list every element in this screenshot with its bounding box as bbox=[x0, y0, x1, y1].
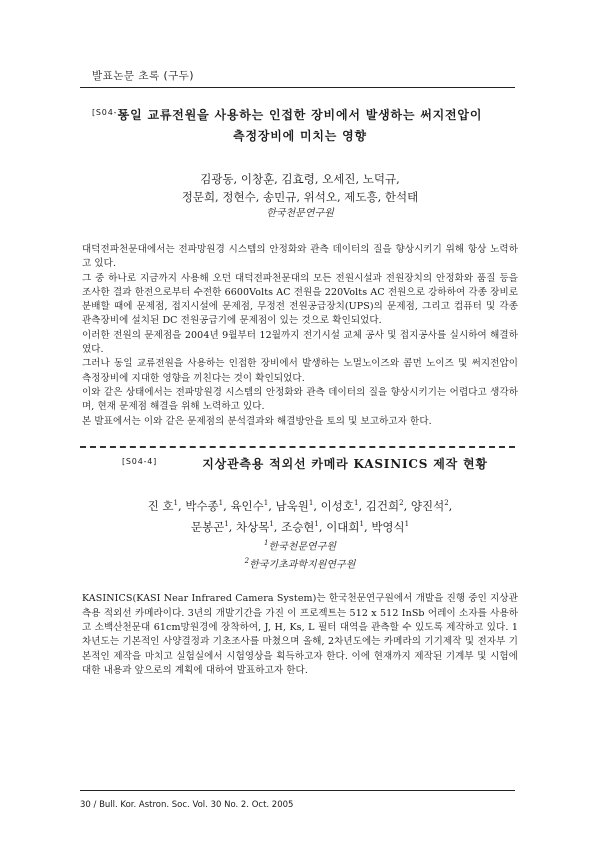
abstract-s04-3 bbox=[82, 106, 518, 429]
section-divider bbox=[80, 446, 515, 448]
paragraph: 대덕전파천문대에서는 전파망원경 시스템의 안정화와 관측 데이터의 질을 향상시키기 위해 항상 노력하고 있다. bbox=[82, 244, 518, 270]
author-affil-mark: 1 bbox=[359, 519, 364, 528]
author-affil-mark: 1 bbox=[218, 499, 224, 507]
author-name: 박영식 bbox=[371, 519, 405, 534]
affil-name: 한국기초과학지원연구원 bbox=[249, 559, 356, 571]
author-affil-mark: 1 bbox=[224, 519, 229, 528]
author-name: 육인수 bbox=[230, 498, 264, 513]
affil-mark: 2 bbox=[244, 556, 250, 565]
author-name: 이대희 bbox=[326, 519, 360, 534]
header-rule bbox=[80, 87, 515, 88]
author-affil-mark: 1 bbox=[308, 499, 314, 507]
paragraph: 이러한 전원의 문제점을 2004년 9월부터 12월까지 전기시설 교체 공사 및 접지공사를 실시하여 해결하였다. bbox=[82, 329, 518, 356]
author-line: 김광동, 이창훈, 김효령, 오세진, 노덕규, bbox=[200, 172, 400, 186]
abstract-body bbox=[82, 243, 518, 429]
affiliation bbox=[82, 536, 518, 554]
paragraph: 본 발표에서는 이와 같은 문제점의 분석결과와 해결방안을 토의 및 보고하고자 한다. bbox=[82, 415, 432, 427]
section-header-label: 발표논문 초록 (구두) bbox=[92, 70, 195, 82]
author-affil-mark: 1 bbox=[173, 499, 179, 507]
author-list bbox=[82, 494, 518, 536]
footer-citation: 30 / Bull. Kor. Astron. Soc. Vol. 30 No. 2. Oct. 2005 bbox=[80, 800, 294, 810]
affil-name: 한국천문연구원 bbox=[268, 540, 337, 552]
abstract-title bbox=[82, 455, 518, 472]
author-list bbox=[82, 170, 518, 206]
author-name: 김건희 bbox=[365, 498, 400, 513]
abstract-code: [S04-3] bbox=[92, 108, 128, 117]
abstract-title-line-1: 지상관측용 적외선 카메라 KASINICS 제작 현황 bbox=[202, 457, 488, 471]
author-name: 문봉곤 bbox=[190, 519, 225, 534]
author-affil-mark: 2 bbox=[444, 499, 449, 507]
abstract-s04-4 bbox=[82, 455, 518, 678]
author-affil-mark: 1 bbox=[269, 519, 274, 528]
abstract-title-line-2: 측정장비에 미치는 영향 bbox=[233, 129, 367, 143]
author-affil-mark: 1 bbox=[404, 519, 410, 528]
paragraph: 이와 같은 상태에서는 전파망원경 시스템의 안정화와 관측 데이터의 질을 향상시키기는 어렵다고 생각하며, 현재 문제점 해결을 위해 노력하고 있다. bbox=[82, 386, 518, 413]
affiliation bbox=[82, 554, 518, 572]
paragraph: 그러나 동일 교류전원을 사용하는 인접한 장비에서 발생하는 노멀노이즈와 콤먼 노이즈 및 써지전압이 측정장비에 지대한 영향을 끼친다는 것이 확인되었다. bbox=[82, 358, 518, 384]
author-affil-mark: 1 bbox=[353, 499, 359, 507]
paragraph: KASINICS(KASI Near Infrared Camera System)는 한국천문연구원에서 개발을 진행 중인 지상관측용 적외선 카메라이다. 3년의 개발기간을 가진 이 프로젝트는 512 x 512 InSb 어레이 소자를 사용하고 소백산천문대 61cm망원경에 장착하여, J, H, Ks, L 필터 대역을 관측할 수 있도록 제작하고 있다. 1차년도는 기본적인 사양결정과 기초조사를 마쳤으며 올해, 2차년도에는 카메라의 기기제작 및 전자부 기본적인 제작을 마치고 실험실에서 시험영상을 획득하고자 한다. 이에 현재까지 제작된 기계부 및 시험에 대한 내용과 앞으로의 계획에 대하여 발표하고자 한다. bbox=[82, 593, 518, 676]
author-name: 진 호 bbox=[147, 498, 174, 513]
author-affil-mark: 2 bbox=[399, 499, 404, 507]
author-name: 박수종 bbox=[185, 498, 219, 513]
author-line: 문봉곤$^1$, 차상목$^1$, 조승현$^1$, 이대희$^1$, 박영식$^1$ bbox=[190, 519, 410, 534]
author-affil-mark: 1 bbox=[314, 519, 319, 528]
abstract-code: [S04-4] bbox=[122, 457, 158, 466]
affiliation: 한국천문연구원 bbox=[266, 208, 334, 219]
author-line: 진 호$^1$, 박수종$^1$, 육인수$^1$, 남욱원$^1$, 이성호$^1$, 김건희$^2$, 양진석$^2$, bbox=[147, 498, 453, 513]
abstract-title-line-1: 동일 교류전원을 사용하는 인접한 장비에서 발생하는 써지전압이 bbox=[117, 108, 483, 122]
footer-rule bbox=[80, 790, 515, 791]
abstract-body bbox=[82, 592, 518, 678]
abstract-title bbox=[82, 106, 518, 123]
author-name: 이성호 bbox=[320, 498, 354, 513]
author-name: 차상목 bbox=[235, 519, 270, 534]
author-name: 양진석 bbox=[410, 498, 445, 513]
author-affil-mark: 1 bbox=[263, 499, 269, 507]
author-line: 정문희, 정현수, 송민규, 위석오, 제도흥, 한석태 bbox=[181, 190, 419, 204]
author-name: 남욱원 bbox=[275, 498, 309, 513]
affil-mark: 1 bbox=[263, 538, 269, 547]
paragraph: 그 중 하나로 지금까지 사용해 오던 대덕전파천문대의 모든 전원시설과 전원장치의 안정화와 품질 등을 조사한 결과 한전으로부터 수전한 6600Volts AC 전원을 220Volts AC 전원으로 강하하여 각종 장비로 분배할 때에 문제점, 접지시설에 문제점, 무정전 전원공급장치(UPS)의 문제점, 그리고 컴퓨터 및 각종 관측장비에 설치된 DC 전원공급기에 문제점이 있는 것으로 확인되었다. bbox=[82, 272, 518, 327]
author-name: 조승현 bbox=[281, 519, 315, 534]
